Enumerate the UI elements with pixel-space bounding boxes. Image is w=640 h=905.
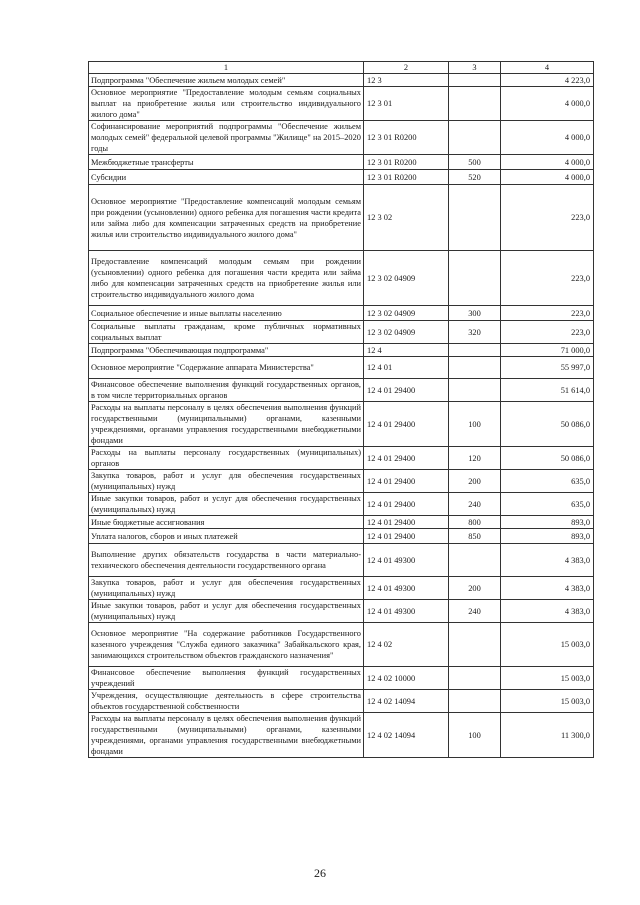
table-row xyxy=(89,493,594,516)
row-sum-cell: 4 383,0 xyxy=(501,544,594,577)
header-col-3: 3 xyxy=(449,62,501,74)
table-row xyxy=(89,357,594,379)
row-expense-type-cell: 200 xyxy=(449,470,501,493)
row-code-cell: 12 4 02 xyxy=(364,623,449,667)
row-expense-type-cell: 120 xyxy=(449,447,501,470)
row-code-cell: 12 4 01 49300 xyxy=(364,544,449,577)
row-code-cell: 12 3 01 R0200 xyxy=(364,170,449,185)
row-expense-type-cell: 500 xyxy=(449,155,501,170)
row-code-cell: 12 4 01 49300 xyxy=(364,600,449,623)
header-col-2: 2 xyxy=(364,62,449,74)
row-sum-cell: 223,0 xyxy=(501,251,594,306)
row-sum-cell: 4 383,0 xyxy=(501,600,594,623)
row-code-cell: 12 4 01 49300 xyxy=(364,577,449,600)
row-expense-type-cell xyxy=(449,344,501,357)
table-row xyxy=(89,447,594,470)
row-name-cell: Учреждения, осуществляющие деятельность в сфере строительства объектов государственной собственности xyxy=(89,690,364,713)
row-code-cell: 12 3 02 04909 xyxy=(364,306,449,321)
table-row xyxy=(89,74,594,87)
row-expense-type-cell: 200 xyxy=(449,577,501,600)
row-expense-type-cell xyxy=(449,623,501,667)
row-sum-cell: 223,0 xyxy=(501,306,594,321)
table-row xyxy=(89,600,594,623)
row-name-cell: Социальное обеспечение и иные выплаты населению xyxy=(89,306,364,321)
row-sum-cell: 71 000,0 xyxy=(501,344,594,357)
row-code-cell: 12 3 01 R0200 xyxy=(364,121,449,155)
row-expense-type-cell xyxy=(449,379,501,402)
row-sum-cell: 893,0 xyxy=(501,516,594,529)
row-expense-type-cell: 320 xyxy=(449,321,501,344)
row-code-cell: 12 4 01 xyxy=(364,357,449,379)
table-row xyxy=(89,577,594,600)
table-header-row xyxy=(89,62,594,74)
row-sum-cell: 50 086,0 xyxy=(501,447,594,470)
row-name-cell: Иные бюджетные ассигнования xyxy=(89,516,364,529)
row-code-cell: 12 3 02 04909 xyxy=(364,251,449,306)
table-row xyxy=(89,470,594,493)
row-sum-cell: 4 000,0 xyxy=(501,121,594,155)
header-col-4: 4 xyxy=(501,62,594,74)
row-name-cell: Иные закупки товаров, работ и услуг для обеспечения государственных (муниципальных) нужд xyxy=(89,493,364,516)
table-row xyxy=(89,623,594,667)
row-expense-type-cell xyxy=(449,690,501,713)
row-name-cell: Основное мероприятие "Предоставление молодым семьям социальных выплат на приобретение жилья или строительство индивидуального жилого дома" xyxy=(89,87,364,121)
row-name-cell: Иные закупки товаров, работ и услуг для обеспечения государственных (муниципальных) нужд xyxy=(89,600,364,623)
row-code-cell: 12 4 01 29400 xyxy=(364,379,449,402)
header-col-1: 1 xyxy=(89,62,364,74)
row-sum-cell: 223,0 xyxy=(501,185,594,251)
row-expense-type-cell: 100 xyxy=(449,402,501,447)
table-row xyxy=(89,185,594,251)
row-code-cell: 12 4 02 14094 xyxy=(364,690,449,713)
row-name-cell: Закупка товаров, работ и услуг для обеспечения государственных (муниципальных) нужд xyxy=(89,470,364,493)
row-name-cell: Расходы на выплаты персоналу в целях обеспечения выполнения функций государственными (муниципальными) органами, казенными учреждениями, органами управления государственными внебюджетными фондами xyxy=(89,713,364,758)
row-expense-type-cell: 800 xyxy=(449,516,501,529)
row-name-cell: Софинансирование мероприятий подпрограммы "Обеспечение жильем молодых семей" федеральной целевой программы "Жилище" на 2015–2020 годы xyxy=(89,121,364,155)
row-code-cell: 12 4 01 29400 xyxy=(364,447,449,470)
table-row xyxy=(89,667,594,690)
table-row xyxy=(89,87,594,121)
row-name-cell: Субсидии xyxy=(89,170,364,185)
row-name-cell: Межбюджетные трансферты xyxy=(89,155,364,170)
row-code-cell: 12 3 02 04909 xyxy=(364,321,449,344)
table-row xyxy=(89,170,594,185)
row-code-cell: 12 3 02 xyxy=(364,185,449,251)
row-expense-type-cell: 100 xyxy=(449,713,501,758)
table-row xyxy=(89,713,594,758)
table-row xyxy=(89,121,594,155)
row-sum-cell: 4 223,0 xyxy=(501,74,594,87)
row-sum-cell: 635,0 xyxy=(501,470,594,493)
row-name-cell: Основное мероприятие "На содержание работников Государственного казенного учреждения "Служба единого заказчика" Забайкальского края, занимающихся строительством объектов гражданского назначения" xyxy=(89,623,364,667)
row-expense-type-cell: 850 xyxy=(449,529,501,544)
table-row xyxy=(89,306,594,321)
budget-table-body xyxy=(89,62,594,758)
row-expense-type-cell xyxy=(449,357,501,379)
table-row xyxy=(89,690,594,713)
row-sum-cell: 635,0 xyxy=(501,493,594,516)
row-code-cell: 12 4 01 29400 xyxy=(364,493,449,516)
row-name-cell: Расходы на выплаты персоналу государственных (муниципальных) органов xyxy=(89,447,364,470)
row-sum-cell: 4 000,0 xyxy=(501,170,594,185)
row-name-cell: Социальные выплаты гражданам, кроме публичных нормативных социальных выплат xyxy=(89,321,364,344)
row-name-cell: Финансовое обеспечение выполнения функций государственных учреждений xyxy=(89,667,364,690)
row-expense-type-cell xyxy=(449,667,501,690)
row-sum-cell: 4 000,0 xyxy=(501,87,594,121)
row-sum-cell: 15 003,0 xyxy=(501,667,594,690)
row-sum-cell: 55 997,0 xyxy=(501,357,594,379)
row-name-cell: Закупка товаров, работ и услуг для обеспечения государственных (муниципальных) нужд xyxy=(89,577,364,600)
row-sum-cell: 11 300,0 xyxy=(501,713,594,758)
row-code-cell: 12 4 01 29400 xyxy=(364,470,449,493)
table-row xyxy=(89,529,594,544)
row-expense-type-cell xyxy=(449,87,501,121)
row-sum-cell: 893,0 xyxy=(501,529,594,544)
row-expense-type-cell xyxy=(449,544,501,577)
page-number: 26 xyxy=(314,866,326,880)
row-code-cell: 12 4 02 14094 xyxy=(364,713,449,758)
row-name-cell: Расходы на выплаты персоналу в целях обеспечения выполнения функций государственными (муниципальными) органами, казенными учреждениями, органами управления государственными внебюджетными фондами xyxy=(89,402,364,447)
row-name-cell: Уплата налогов, сборов и иных платежей xyxy=(89,529,364,544)
table-row xyxy=(89,544,594,577)
row-expense-type-cell: 240 xyxy=(449,600,501,623)
row-sum-cell: 4 000,0 xyxy=(501,155,594,170)
table-row xyxy=(89,516,594,529)
table-row xyxy=(89,379,594,402)
row-code-cell: 12 4 01 29400 xyxy=(364,529,449,544)
row-code-cell: 12 4 01 29400 xyxy=(364,402,449,447)
table-row xyxy=(89,402,594,447)
row-expense-type-cell xyxy=(449,185,501,251)
row-code-cell: 12 4 xyxy=(364,344,449,357)
table-row xyxy=(89,155,594,170)
row-name-cell: Подпрограмма "Обеспечение жильем молодых семей" xyxy=(89,74,364,87)
row-sum-cell: 15 003,0 xyxy=(501,690,594,713)
row-code-cell: 12 4 02 10000 xyxy=(364,667,449,690)
row-name-cell: Финансовое обеспечение выполнения функций государственных органов, в том числе территориальных органов xyxy=(89,379,364,402)
table-row xyxy=(89,344,594,357)
row-name-cell: Основное мероприятие "Содержание аппарата Министерства" xyxy=(89,357,364,379)
row-code-cell: 12 3 xyxy=(364,74,449,87)
row-name-cell: Выполнение других обязательств государства в части материально-технического обеспечения деятельности государственного органа xyxy=(89,544,364,577)
table-row xyxy=(89,251,594,306)
row-code-cell: 12 4 01 29400 xyxy=(364,516,449,529)
row-expense-type-cell xyxy=(449,121,501,155)
budget-table xyxy=(88,61,594,758)
row-name-cell: Подпрограмма "Обеспечивающая подпрограмма" xyxy=(89,344,364,357)
row-sum-cell: 50 086,0 xyxy=(501,402,594,447)
row-expense-type-cell: 300 xyxy=(449,306,501,321)
row-expense-type-cell: 520 xyxy=(449,170,501,185)
row-expense-type-cell: 240 xyxy=(449,493,501,516)
row-sum-cell: 223,0 xyxy=(501,321,594,344)
table-row xyxy=(89,321,594,344)
row-name-cell: Основное мероприятие "Предоставление компенсаций молодым семьям при рождении (усыновлении) одного ребенка для погашения части кредита или займа либо для компенсации затраченных средств на приобретение жилья или строительство индивидуального жилого дома" xyxy=(89,185,364,251)
row-expense-type-cell xyxy=(449,251,501,306)
row-sum-cell: 15 003,0 xyxy=(501,623,594,667)
row-expense-type-cell xyxy=(449,74,501,87)
row-sum-cell: 4 383,0 xyxy=(501,577,594,600)
row-code-cell: 12 3 01 R0200 xyxy=(364,155,449,170)
row-sum-cell: 51 614,0 xyxy=(501,379,594,402)
row-code-cell: 12 3 01 xyxy=(364,87,449,121)
row-name-cell: Предоставление компенсаций молодым семьям при рождении (усыновлении) одного ребенка для погашения части кредита или займа либо для компенсации затраченных средств на приобретение жилья или строительство индивидуального жилого дома xyxy=(89,251,364,306)
